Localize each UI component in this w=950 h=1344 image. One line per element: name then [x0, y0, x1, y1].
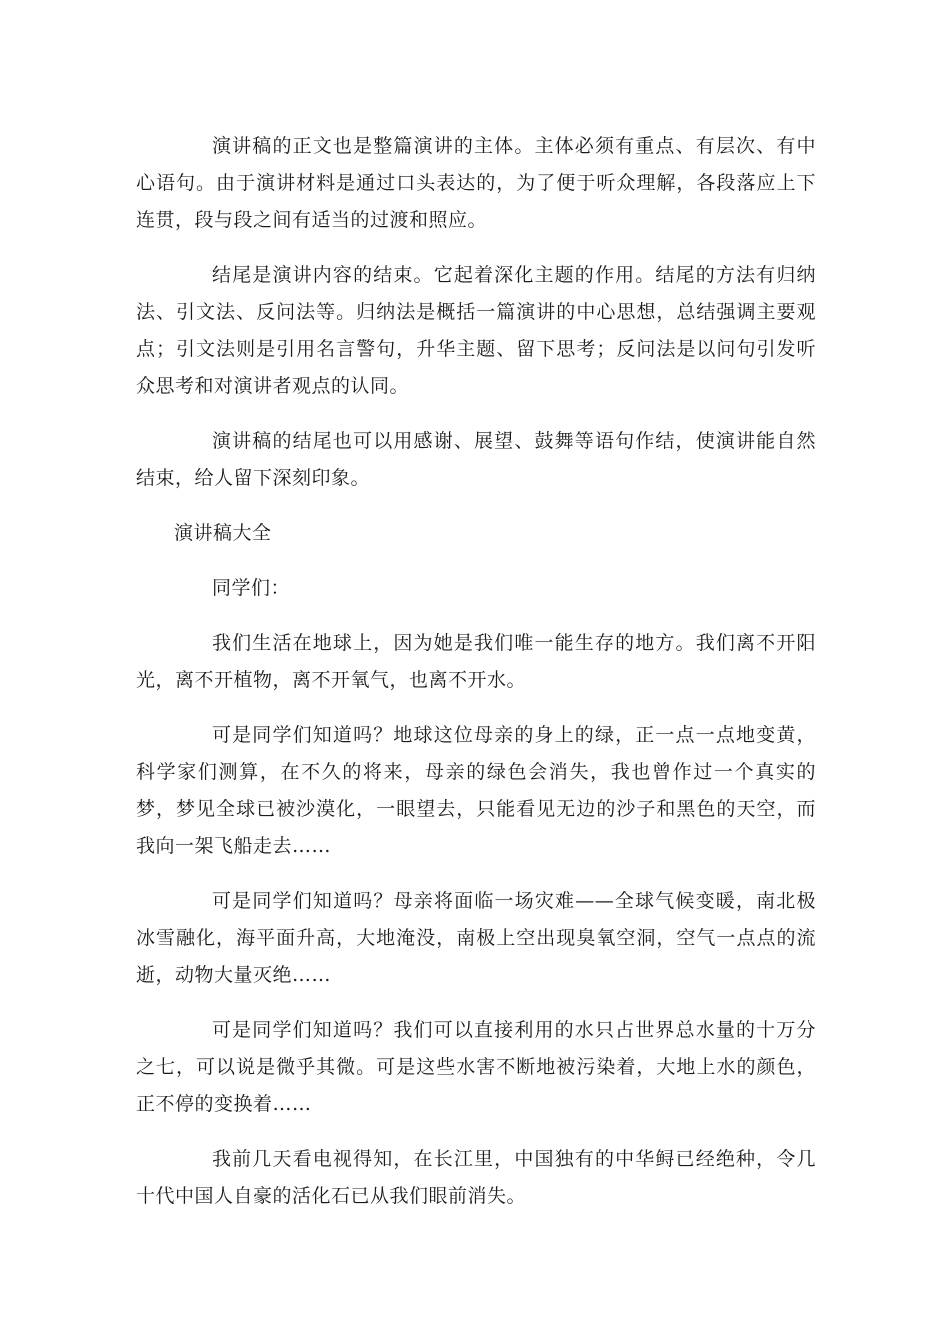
paragraph-climate-warming: 可是同学们知道吗？母亲将面临一场灾难——全球气候变暖，南北极冰雪融化，海平面升高，大地淹没，南极上空出现臭氧空洞，空气一点点的流逝，动物大量灭绝…… [136, 890, 816, 986]
paragraph-water-pollution: 可是同学们知道吗？我们可以直接利用的水只占世界总水量的十万分之七，可以说是微乎其微。可是这些水害不断地被污染着，大地上水的颜色，正不停的变换着…… [136, 1019, 816, 1115]
paragraph-earth-home: 我们生活在地球上，因为她是我们唯一能生存的地方。我们离不开阳光，离不开植物，离不开氧气，也离不开水。 [136, 632, 816, 691]
paragraph-ending-phrases: 演讲稿的结尾也可以用感谢、展望、鼓舞等语句作结，使演讲能自然结束，给人留下深刻印象。 [136, 430, 816, 489]
paragraph-body-structure: 演讲稿的正文也是整篇演讲的主体。主体必须有重点、有层次、有中心语句。由于演讲材料是通过口头表达的，为了便于听众理解，各段落应上下连贯，段与段之间有适当的过渡和照应。 [136, 135, 816, 231]
section-heading: 演讲稿大全 [174, 522, 272, 544]
paragraph-ending-methods: 结尾是演讲内容的结束。它起着深化主题的作用。结尾的方法有归纳法、引文法、反问法等。归纳法是概括一篇演讲的中心思想，总结强调主要观点；引文法则是引用名言警句，升华主题、留下思考；反问法是以问句引发听众思考和对演讲者观点的认同。 [136, 264, 816, 397]
paragraph-sturgeon-extinct: 我前几天看电视得知，在长江里，中国独有的中华鲟已经绝种，令几十代中国人自豪的活化石已从我们眼前消失。 [136, 1148, 816, 1207]
salutation: 同学们： [212, 577, 291, 599]
document-body [136, 128, 816, 1233]
paragraph-desertification: 可是同学们知道吗？地球这位母亲的身上的绿，正一点一点地变黄，科学家们测算，在不久的将来，母亲的绿色会消失，我也曾作过一个真实的梦，梦见全球已被沙漠化，一眼望去，只能看见无边的沙子和黑色的天空，而我向一架飞船走去…… [136, 724, 816, 857]
